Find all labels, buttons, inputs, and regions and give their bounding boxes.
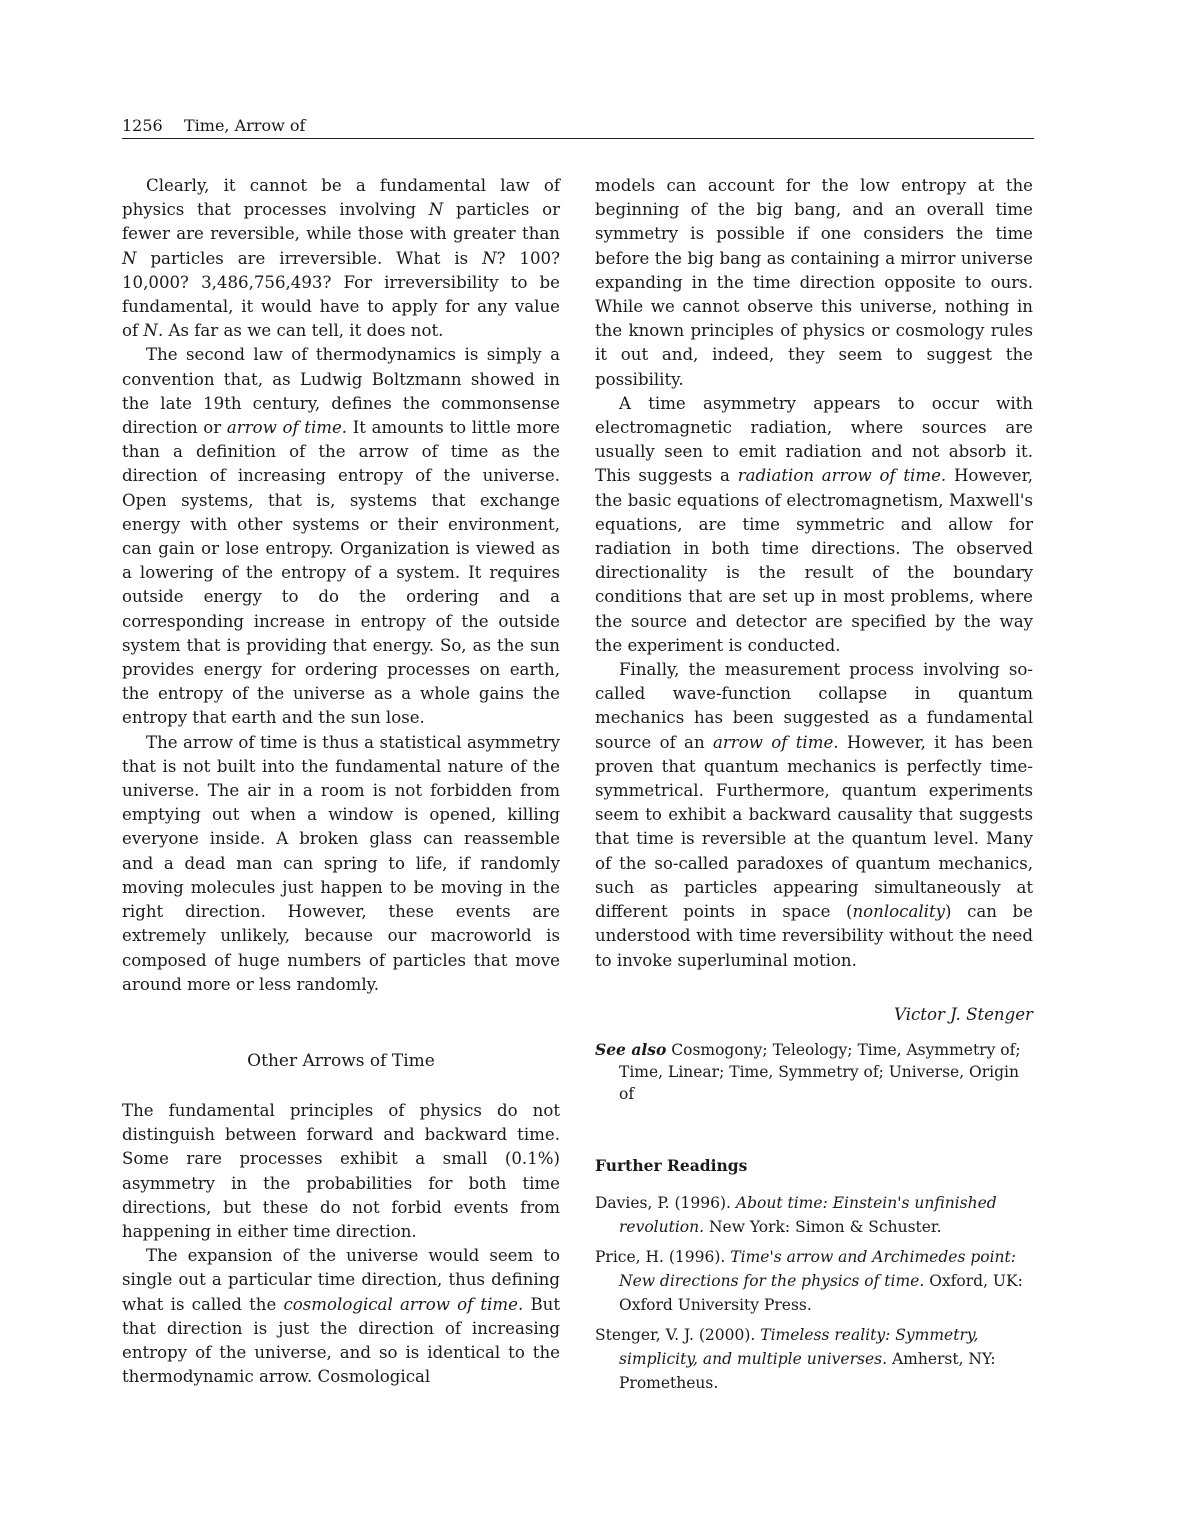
reference-item — [595, 1323, 1033, 1395]
reference-title: Time's arrow and Archimedes point: New directions for the physics of time. — [619, 1247, 1016, 1290]
left-column — [122, 174, 560, 1389]
paragraph: models can account for the low entropy at the beginning of the big bang, and an overall time symmetry is possible if one considers the time before the big bang as containing a mirror universe expanding in the time direction opposite to ours. While we cannot observe this universe, nothing in the known principles of physics or cosmology rules it out and, indeed, they seem to suggest the possibility. — [595, 176, 1033, 389]
reference-publisher: New York: Simon & Schuster. — [704, 1217, 942, 1236]
paragraph: The second law of thermodynamics is simply a convention that, as Ludwig Boltzmann showed in the late 19th century, defines the commonsense direction or arrow of time. It amounts to little more than a definition of the arrow of time as the direction of increasing entropy of the universe. Open systems, that is, systems that exchange energy with other systems or their environment, can gain or lose entropy. Organization is viewed as a lowering of the entropy of a system. It requires outside energy to do the ordering and a corresponding increase in entropy of the outside system that is providing that energy. So, as the sun provides energy for ordering processes on earth, the entropy of the universe as a whole gains the entropy that earth and the sun lose. — [122, 345, 560, 728]
paragraph: Finally, the measurement process involving so-called wave-function collapse in quantum mechanics has been suggested as a fundamental source of an arrow of time. However, it has been proven that quantum mechanics is perfectly time-symmetrical. Furthermore, quantum experiments seem to exhibit a backward causality that suggests that time is reversible at the quantum level. Many of the so-called paradoxes of quantum mechanics, such as particles appearing simultaneously at different points in space (nonlocality) can be understood with time reversibility without the need to invoke superluminal motion. — [595, 660, 1034, 970]
running-title: Time, Arrow of — [184, 116, 306, 135]
paragraph: Clearly, it cannot be a fundamental law of physics that processes involving N particles or fewer are reversible, while those with greater than N particles are irreversible. What is N? 100? 10,000? 3,486,756,493? For irreversibility to be fundamental, it would have to apply for any value of N. As far as we can tell, it does not. — [122, 176, 560, 341]
reference-author: Stenger, V. J. (2000). — [595, 1325, 761, 1344]
section-title: Other Arrows of Time — [247, 1050, 435, 1071]
reference-title: Timeless reality: Symmetry, simplicity, and multiple universes. — [619, 1325, 979, 1368]
further-readings-title: Further Readings — [595, 1155, 748, 1175]
reference-publisher: Amherst, NY: Prometheus. — [619, 1349, 996, 1392]
paragraph: A time asymmetry appears to occur with electromagnetic radiation, where sources are usually seen to emit radiation and not absorb it. This suggests a radiation arrow of time. However, the basic equations of electromagnetism, Maxwell's equations, are time symmetric and allow for radiation in both time directions. The observed directionality is the result of the boundary conditions that are set up in most problems, where the source and detector are specified by the way the experiment is conducted. — [595, 393, 1034, 655]
reference-author: Davies, P. (1996). — [595, 1193, 736, 1212]
reference-author: Price, H. (1996). — [595, 1247, 731, 1266]
paragraph: The fundamental principles of physics do not distinguish between forward and backward time. Some rare processes exhibit a small (0.1%) asymmetry in the probabilities for both time directions, but these do not forbid events from happening in either time direction. — [122, 1100, 560, 1241]
running-header — [122, 116, 1034, 139]
reference-item — [595, 1191, 1033, 1239]
see-also-links: Cosmogony; Teleology; Time, Asymmetry of; Time, Linear; Time, Symmetry of; Universe, Origin of — [619, 1040, 1021, 1103]
reference-publisher: Oxford, UK: Oxford University Press. — [619, 1271, 1023, 1314]
reference-title: About time: Einstein's unfinished revolution. — [619, 1193, 997, 1236]
see-also-label: See also — [595, 1039, 667, 1059]
see-also — [595, 1039, 1033, 1105]
reference-item — [595, 1245, 1033, 1317]
paragraph: The arrow of time is thus a statistical asymmetry that is not built into the fundamental nature of the universe. The air in a room is not forbidden from emptying out when a window is opened, killing everyone inside. A broken glass can reassemble and a dead man can spring to life, if randomly moving molecules just happen to be moving in the right direction. However, these events are extremely unlikely, because our macroworld is composed of huge numbers of particles that move around more or less randomly. — [122, 732, 560, 994]
paragraph: The expansion of the universe would seem to single out a particular time direction, thus defining what is called the cosmological arrow of time. But that direction is just the direction of increasing entropy of the universe, and so is identical to the thermodynamic arrow. Cosmological — [122, 1246, 560, 1387]
page-number: 1256 — [122, 116, 163, 135]
right-column — [595, 174, 1033, 1401]
author-signature: Victor J. Stenger — [894, 1004, 1033, 1024]
